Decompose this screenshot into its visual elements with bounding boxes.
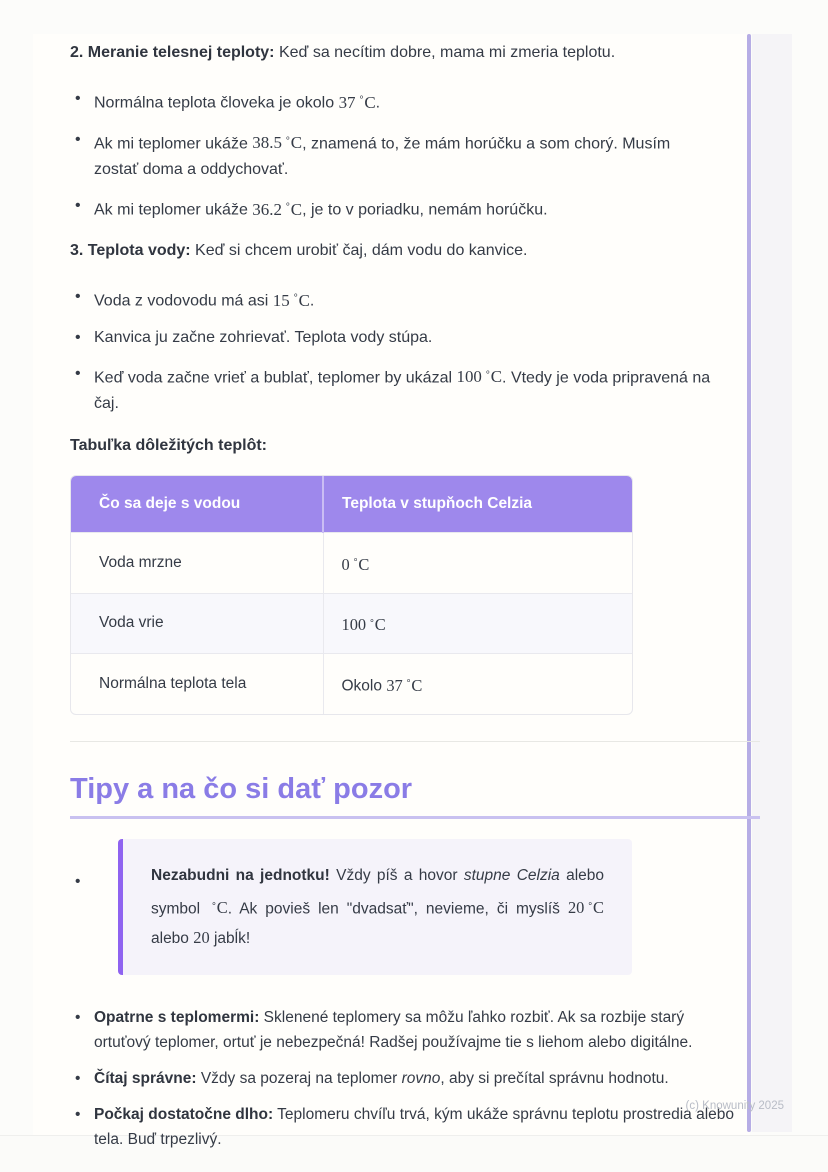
document-content xyxy=(70,40,760,1152)
list-item: • Počkaj dostatočne dlho: Teplomeru chvíľu trvá, kým ukáže správnu teplotu prostredia alebo tela. Buď trpezlivý. xyxy=(70,1102,740,1152)
list-item: • Normálna teplota človeka je okolo 37 ∘C. xyxy=(70,86,716,117)
body-temp-list xyxy=(70,86,716,224)
callout-note: • Nezabudni na jednotku! Vždy píš a hovor stupne Celzia alebo symbol ∘C. Ak povieš len "dvadsať", nevieme, či myslíš 20 ∘C alebo 20 jabĺk! xyxy=(118,839,632,975)
copyright-label: (c) Knowunity 2025 xyxy=(685,1100,784,1112)
tips-list xyxy=(70,839,740,1152)
list-item: • Čítaj správne: Vždy sa pozeraj na teplomer rovno, aby si prečítal správnu hodnotu. xyxy=(70,1066,740,1091)
section-divider xyxy=(70,741,760,742)
table-cell: 100 ∘C xyxy=(323,593,632,653)
table-header-cell: Čo sa deje s vodou xyxy=(71,476,323,533)
paragraph-water: 3. Teplota vody: Keď si chcem urobiť čaj, dám vodu do kanvice. xyxy=(70,241,528,259)
table-cell: Voda mrzne xyxy=(71,533,323,593)
table-header-cell: Teplota v stupňoch Celzia xyxy=(323,476,632,533)
table-row xyxy=(71,593,632,653)
paragraph-measuring: 2. Meranie telesnej teploty: Keď sa necítim dobre, mama mi zmeria teplotu. xyxy=(70,44,616,61)
list-item: • Voda z vodovodu má asi 15 ∘C. xyxy=(70,284,716,315)
list-item-callout xyxy=(70,839,740,975)
list-item: • Ak mi teplomer ukáže 36.2 ∘C, je to v poriadku, nemám horúčku. xyxy=(70,193,716,224)
table-header-row xyxy=(71,476,632,533)
table-cell: Okolo 37 ∘C xyxy=(323,654,632,714)
list-item: • Opatrne s teplomermi: Sklenené teplomery sa môžu ľahko rozbiť. Ak sa rozbije starý ortuťový teplomer, ortuť je nebezpečná! Radšej používajme tie s liehom alebo digitálne. xyxy=(70,1005,740,1055)
water-temp-list xyxy=(70,284,716,417)
table-row xyxy=(71,654,632,714)
temperature-table xyxy=(70,475,633,714)
table-title: Tabuľka dôležitých teplôt: xyxy=(70,437,267,455)
table-cell: 0 ∘C xyxy=(323,533,632,593)
list-item: • Ak mi teplomer ukáže 38.5 ∘C, znamená to, že mám horúčku a som chorý. Musím zostať doma a oddychovať. xyxy=(70,127,716,184)
tips-heading: Tipy a na čo si dať pozor xyxy=(70,772,760,819)
table-cell: Normálna teplota tela xyxy=(71,654,323,714)
list-item: • Keď voda začne vrieť a bublať, teplomer by ukázal 100 ∘C. Vtedy je voda pripravená na čaj. xyxy=(70,361,716,418)
table-cell: Voda vrie xyxy=(71,593,323,653)
table-row xyxy=(71,533,632,593)
list-item: • Kanvica ju začne zohrievať. Teplota vody stúpa. xyxy=(70,325,716,351)
